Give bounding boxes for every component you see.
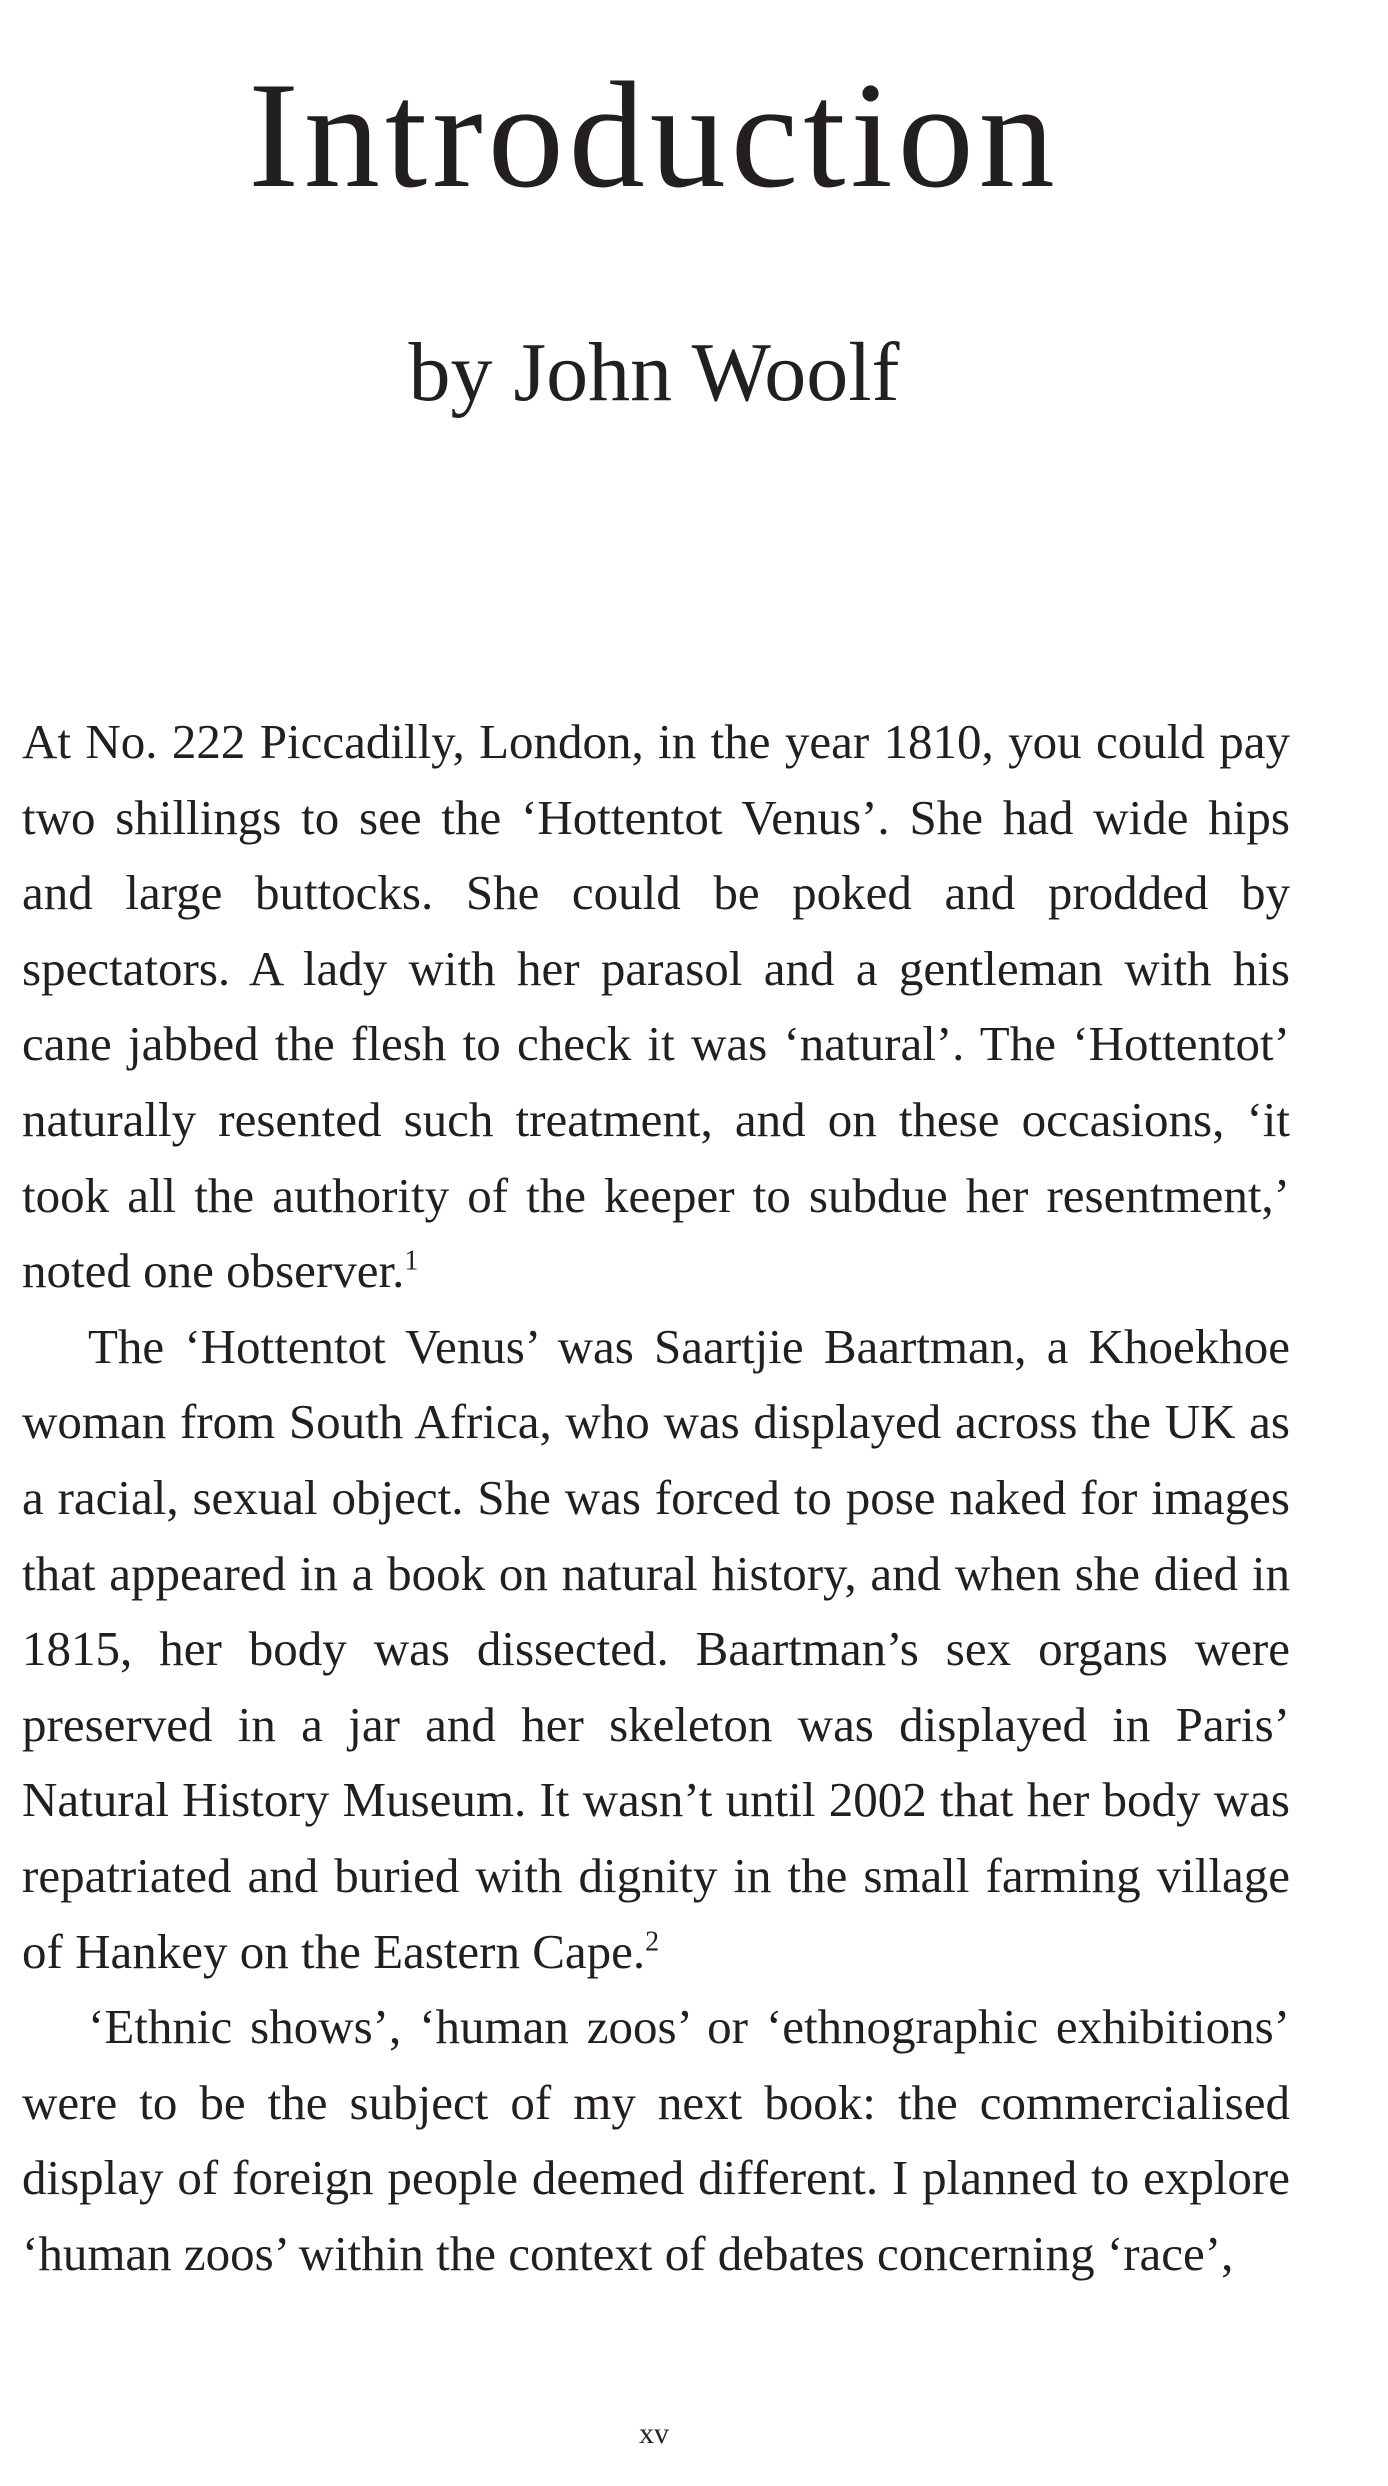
chapter-title: Introduction (248, 51, 1060, 219)
page-number: xv (639, 2417, 669, 2450)
paragraph-text: The ‘Hottentot Venus’ was Saartjie Baartman, a Khoekhoe woman from South Africa, who was displayed across the UK as a racial, sexual object. She was forced to pose naked for images that appeared in a book on natural history, and when she died in 1815, her body was dissected. Baartman’s sex organs were preserved in a jar and her skeleton was displayed in Paris’ Natural History Museum. It wasn’t until 2002 that her body was repatriated and buried with dignity in the small farming village of Hankey on the Eastern Cape. (22, 1318, 1290, 1979)
paragraph-3 (22, 1989, 1290, 2291)
paragraph-2 (22, 1309, 1290, 1989)
chapter-byline: by John Woolf (408, 326, 900, 419)
footnote-marker: 2 (645, 1926, 660, 1958)
paragraph-1 (22, 704, 1290, 1309)
paragraph-text: ‘Ethnic shows’, ‘human zoos’ or ‘ethnographic exhibitions’ were to be the subject of my next book: the commercialised display of foreign people deemed different. I planned to explore ‘human zoos’ within the context of debates concerning ‘race’, (22, 1999, 1290, 2281)
paragraph-text: At No. 222 Piccadilly, London, in the year 1810, you could pay two shillings to see the ‘Hottentot Venus’. She had wide hips and large buttocks. She could be poked and prodded by spectators. A lady with her parasol and a gentleman with his cane jabbed the flesh to check it was ‘natural’. The ‘Hottentot’ naturally resented such treatment, and on these occasions, ‘it took all the authority of the keeper to subdue her resentment,’ noted one observer. (22, 714, 1290, 1299)
body-text (22, 704, 1290, 2291)
footnote-marker: 1 (404, 1245, 419, 1277)
